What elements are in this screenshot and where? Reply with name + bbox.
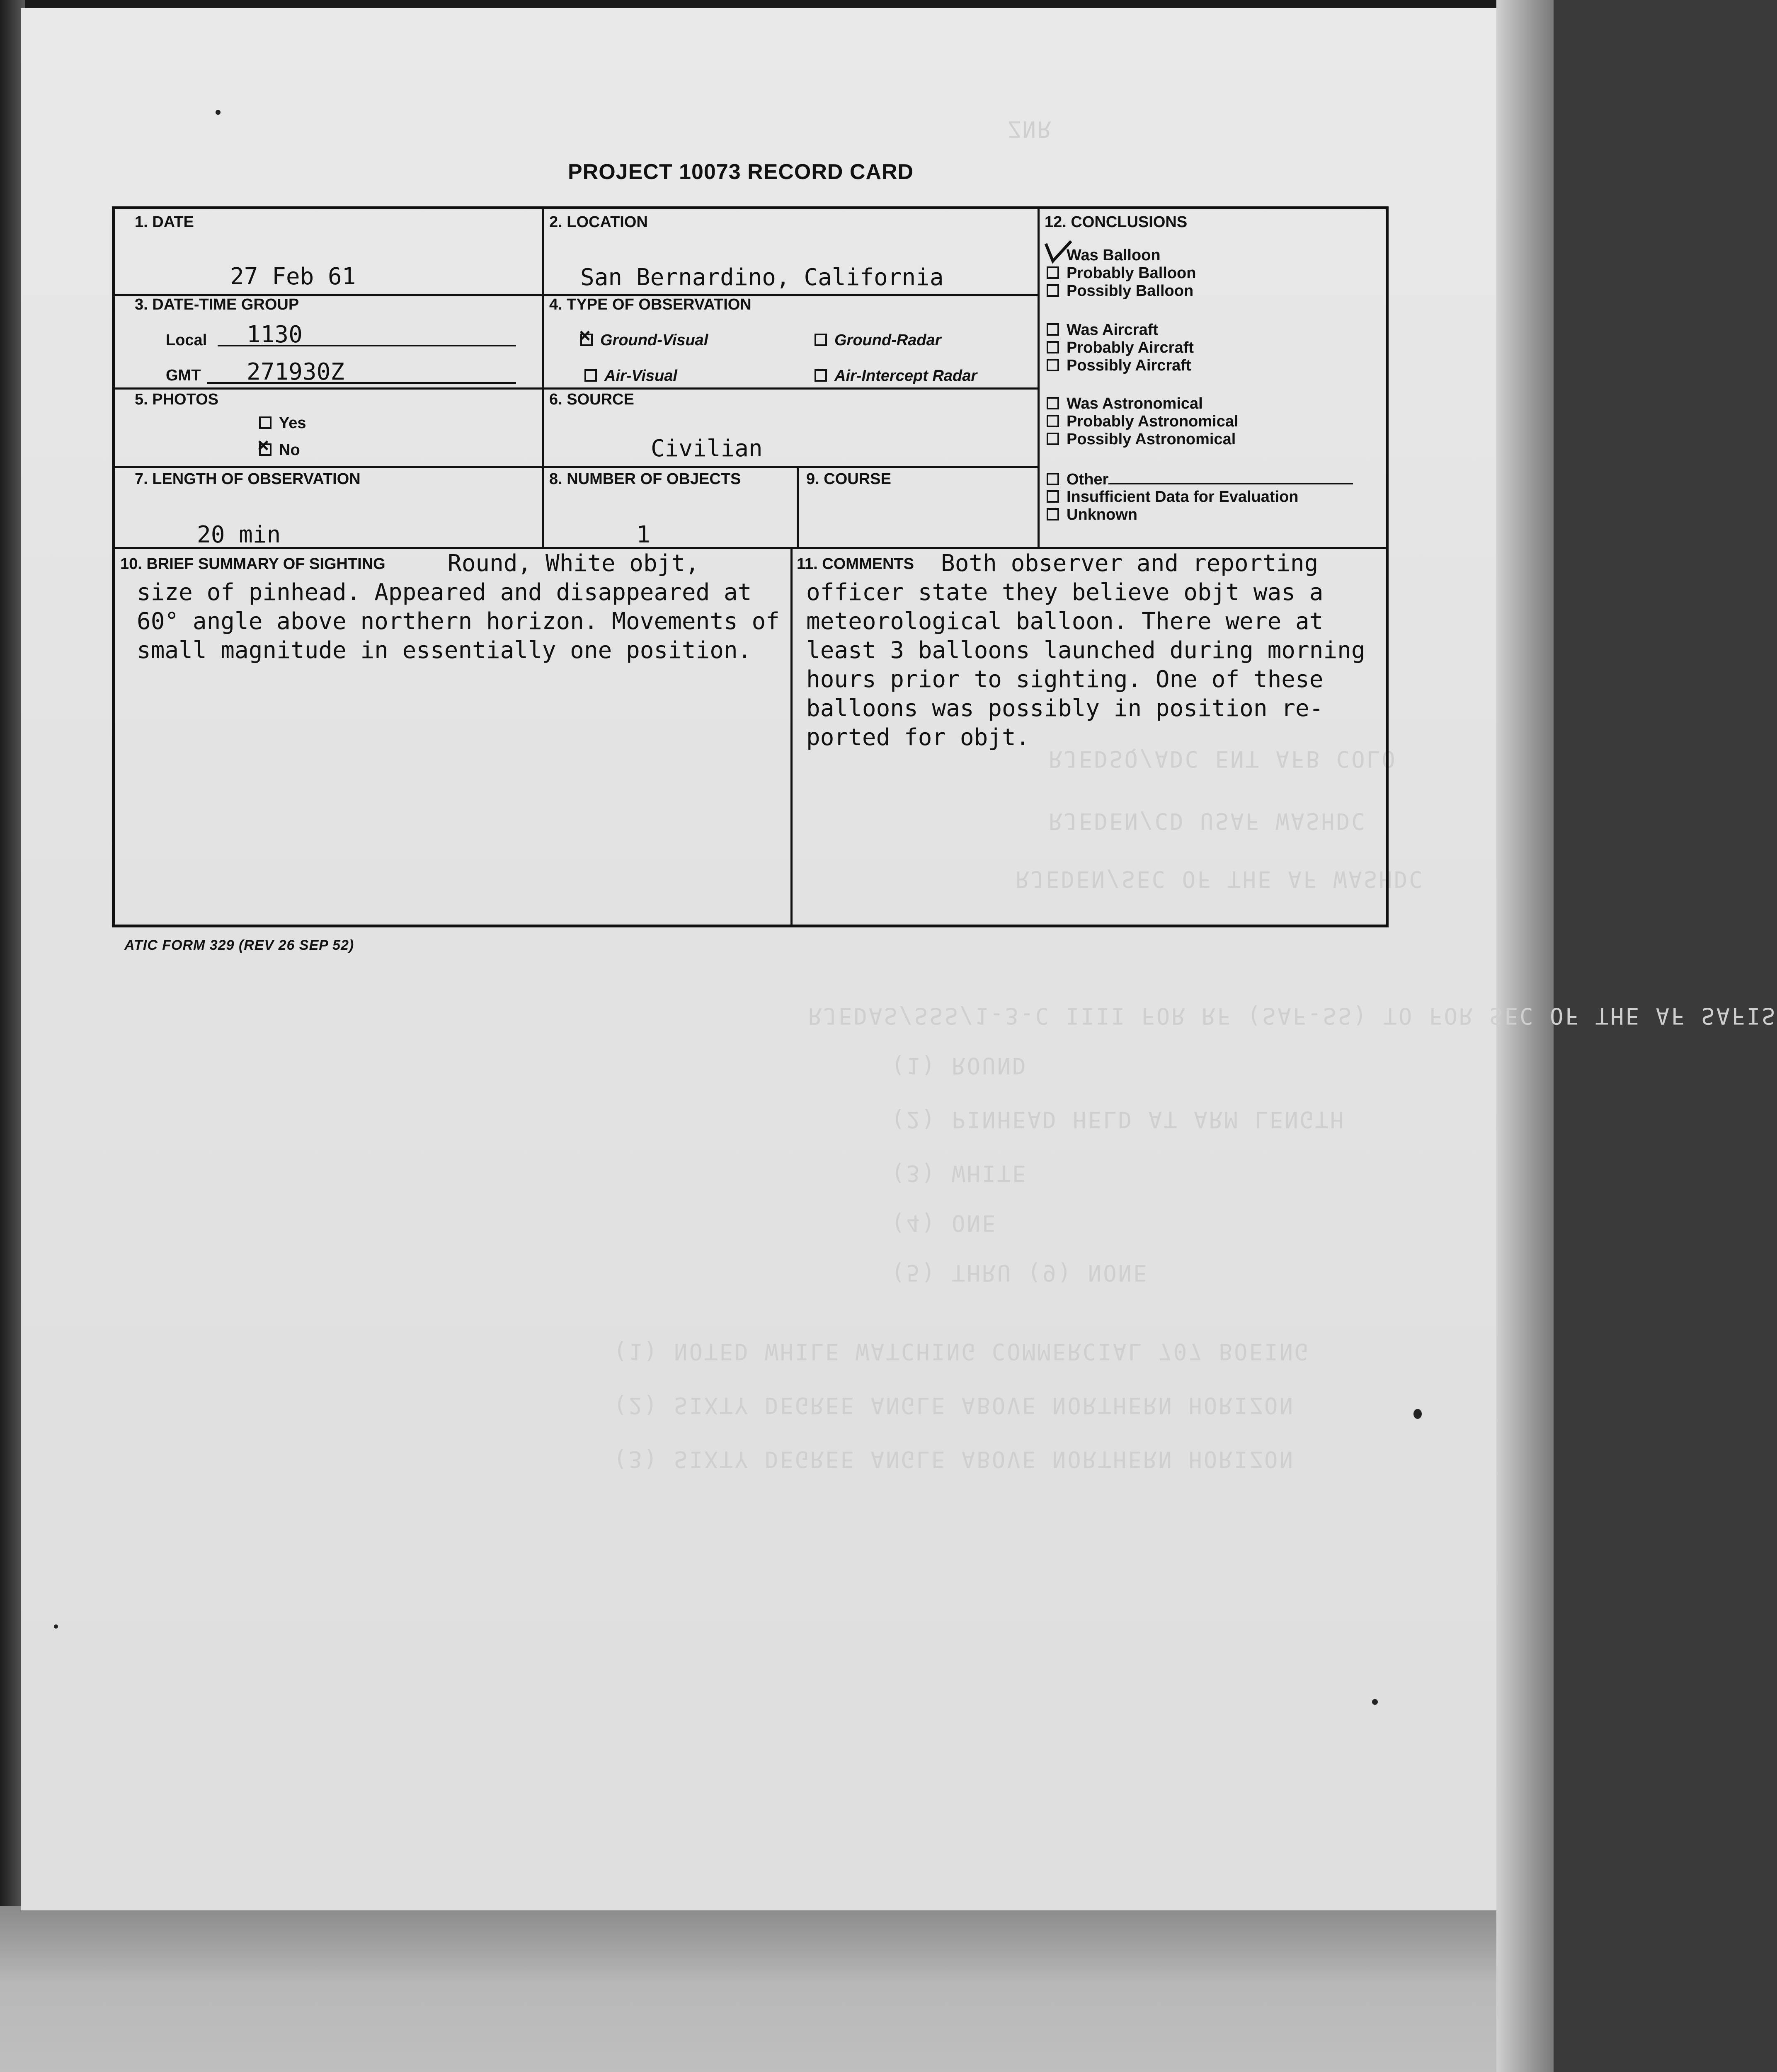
dust-speck bbox=[216, 110, 221, 115]
local-time-value: 1130 bbox=[247, 321, 303, 348]
comments-line-2: officer state they believe objt was a bbox=[806, 579, 1324, 606]
summary-line-3: 60° angle above northern horizon. Movements of bbox=[137, 608, 780, 635]
option-ground-visual[interactable]: ×Ground-Visual bbox=[580, 332, 708, 349]
date-time-group-label: 3. DATE-TIME GROUP bbox=[135, 296, 299, 313]
source-label: 6. SOURCE bbox=[549, 391, 634, 408]
number-of-objects-label: 8. NUMBER OF OBJECTS bbox=[549, 470, 741, 488]
dust-speck bbox=[54, 1624, 58, 1629]
conclusion-option-probably-aircraft[interactable]: Probably Aircraft bbox=[1047, 339, 1194, 357]
bleed-through-text: (1) NOTED WHILE WATCHING COMMERCIAL 707 BOEING bbox=[613, 1339, 1310, 1365]
local-time-label: Local bbox=[166, 332, 207, 349]
summary-line-2: size of pinhead. Appeared and disappeared at bbox=[137, 579, 752, 606]
conclusion-option-possibly-aircraft[interactable]: Possibly Aircraft bbox=[1047, 357, 1191, 375]
divider bbox=[797, 468, 799, 549]
checkbox[interactable] bbox=[1047, 266, 1059, 279]
summary-line-4: small magnitude in essentially one position. bbox=[137, 637, 752, 664]
length-of-observation-value: 20 min bbox=[197, 521, 281, 548]
bleed-through-text: ZNR bbox=[1007, 116, 1053, 142]
conclusions-label: 12. CONCLUSIONS bbox=[1045, 213, 1188, 231]
bleed-through-text: RJEDEN/SEC OF THE AF WASHDC bbox=[1016, 866, 1424, 892]
comments-line-7: ported for objt. bbox=[806, 724, 1030, 751]
checkbox-checked[interactable] bbox=[259, 443, 272, 456]
checkbox[interactable] bbox=[1047, 284, 1059, 297]
bleed-through-text: (1) ROUND bbox=[891, 1053, 1028, 1079]
divider bbox=[1038, 209, 1040, 549]
comments-line-3: meteorological balloon. There were at bbox=[806, 608, 1324, 635]
conclusion-option-unknown[interactable]: Unknown bbox=[1047, 506, 1137, 524]
conclusion-option-possibly-balloon[interactable]: Possibly Balloon bbox=[1047, 282, 1193, 300]
card-title: PROJECT 10073 RECORD CARD bbox=[568, 160, 914, 184]
conclusion-option-was-aircraft[interactable]: Was Aircraft bbox=[1047, 321, 1158, 339]
divider bbox=[115, 387, 1038, 390]
divider bbox=[790, 549, 793, 927]
option-air-visual[interactable]: Air-Visual bbox=[584, 367, 677, 385]
gmt-time-value: 271930Z bbox=[247, 358, 345, 385]
bleed-through-text: (2) SIXTY DEGREE ANGLE ABOVE NORTHERN HORIZON bbox=[613, 1392, 1295, 1418]
checkbox[interactable] bbox=[1047, 508, 1059, 520]
conclusion-option-other[interactable]: Other bbox=[1047, 470, 1353, 489]
scanner-background bbox=[0, 1906, 1554, 2072]
comments-label: 11. COMMENTS bbox=[797, 555, 914, 573]
checkbox[interactable] bbox=[584, 369, 597, 382]
bleed-through-text: (3) SIXTY DEGREE ANGLE ABOVE NORTHERN HORIZON bbox=[613, 1446, 1295, 1472]
summary-label: 10. BRIEF SUMMARY OF SIGHTING bbox=[120, 555, 385, 573]
conclusion-option-possibly-astronomical[interactable]: Possibly Astronomical bbox=[1047, 431, 1236, 448]
bleed-through-text: (4) ONE bbox=[891, 1210, 997, 1236]
type-of-observation-label: 4. TYPE OF OBSERVATION bbox=[549, 296, 752, 313]
checkbox[interactable] bbox=[259, 416, 272, 429]
checkbox[interactable] bbox=[1047, 433, 1059, 445]
checkbox[interactable] bbox=[1047, 473, 1059, 485]
comments-line-5: hours prior to sighting. One of these bbox=[806, 666, 1324, 693]
checkbox[interactable] bbox=[1047, 490, 1059, 503]
conclusion-option-insufficient-data-for-evaluation[interactable]: Insufficient Data for Evaluation bbox=[1047, 488, 1299, 506]
length-of-observation-label: 7. LENGTH OF OBSERVATION bbox=[135, 470, 361, 488]
divider bbox=[542, 209, 544, 549]
checkbox[interactable] bbox=[1047, 415, 1059, 427]
conclusion-option-probably-balloon[interactable]: Probably Balloon bbox=[1047, 264, 1196, 282]
check-mark-icon bbox=[1044, 240, 1073, 264]
date-value: 27 Feb 61 bbox=[230, 263, 356, 290]
option-ground-radar[interactable]: Ground-Radar bbox=[815, 332, 941, 349]
dust-speck bbox=[1413, 1409, 1422, 1419]
bleed-through-text: (2) PINHEAD HELD AT ARM LENGTH bbox=[891, 1106, 1345, 1133]
dust-speck bbox=[1372, 1699, 1378, 1705]
checkbox[interactable] bbox=[815, 369, 827, 382]
bleed-through-text: RJEDAS/SSS/1-3-C IIII FOR RF (SAF-SS) TO FOR SEC OF THE AF SAFIS bbox=[808, 1003, 1777, 1029]
bleed-through-text: (3) WHITE bbox=[891, 1160, 1028, 1186]
checkbox[interactable] bbox=[1047, 341, 1059, 353]
comments-line-4: least 3 balloons launched during morning bbox=[806, 637, 1365, 664]
option-photos-yes[interactable]: Yes bbox=[259, 414, 306, 432]
option-air-intercept-radar[interactable]: Air-Intercept Radar bbox=[815, 367, 977, 385]
summary-line-1: Round, White objt, bbox=[448, 550, 699, 577]
option-photos-no[interactable]: ×No bbox=[259, 441, 300, 459]
date-label: 1. DATE bbox=[135, 213, 194, 231]
source-value: Civilian bbox=[651, 435, 763, 462]
checkbox[interactable] bbox=[815, 334, 827, 346]
form-number: ATIC FORM 329 (REV 26 SEP 52) bbox=[124, 937, 354, 953]
divider bbox=[115, 466, 1038, 468]
gmt-time-label: GMT bbox=[166, 367, 201, 384]
comments-line-6: balloons was possibly in position re- bbox=[806, 695, 1324, 722]
conclusion-option-probably-astronomical[interactable]: Probably Astronomical bbox=[1047, 413, 1239, 431]
bleed-through-text: RJEDSQ/ADC ENT AFB COLO bbox=[1049, 746, 1397, 772]
bleed-through-text: RJEDEN/CD USAF WASHDC bbox=[1049, 808, 1367, 834]
course-label: 9. COURSE bbox=[806, 470, 891, 488]
location-value: San Bernardino, California bbox=[580, 264, 944, 291]
checkbox[interactable] bbox=[1047, 359, 1059, 371]
checkbox[interactable] bbox=[1047, 323, 1059, 336]
other-underline bbox=[1108, 470, 1353, 484]
conclusion-option-was-astronomical[interactable]: Was Astronomical bbox=[1047, 395, 1203, 413]
number-of-objects-value: 1 bbox=[636, 521, 650, 548]
photos-label: 5. PHOTOS bbox=[135, 391, 219, 408]
bleed-through-text: (5) THRU (9) NONE bbox=[891, 1260, 1149, 1286]
comments-line-1: Both observer and reporting bbox=[941, 550, 1319, 577]
checkbox[interactable] bbox=[1047, 397, 1059, 409]
location-label: 2. LOCATION bbox=[549, 213, 648, 231]
checkbox-checked[interactable] bbox=[580, 334, 593, 346]
conclusion-option-was-balloon[interactable]: Was Balloon bbox=[1067, 247, 1161, 264]
film-edge-right bbox=[1496, 0, 1554, 2072]
